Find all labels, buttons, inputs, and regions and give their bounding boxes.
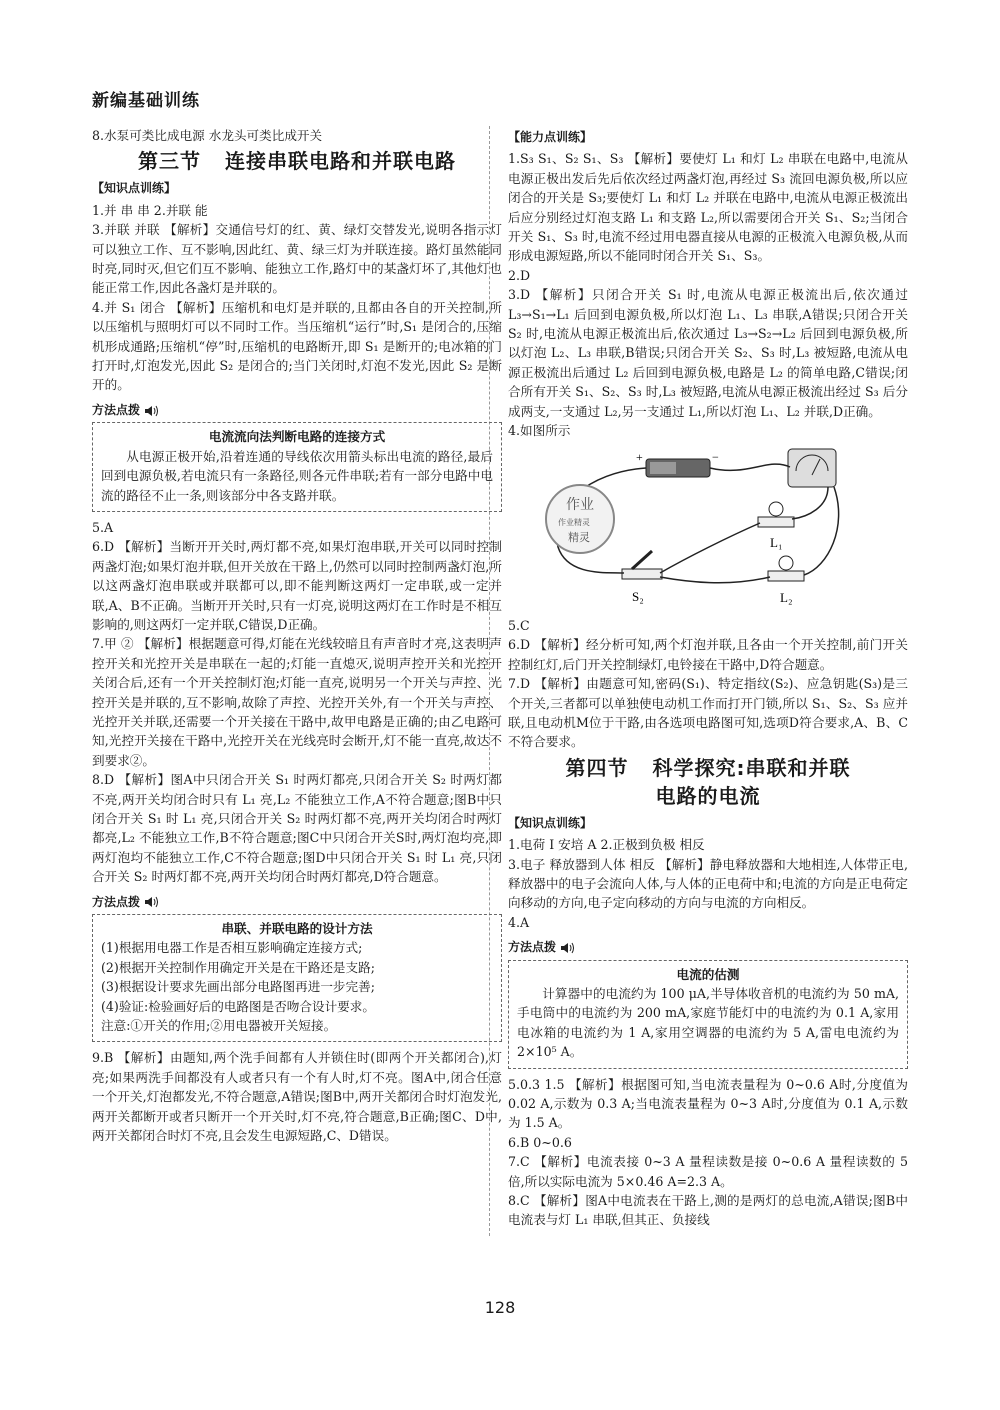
answer-item: 6.D 【解析】经分析可知,两个灯泡并联,且各由一个开关控制,前门开关控制红灯,后门开关控制绿灯,电铃接在干路中,D符合题意。	[508, 637, 908, 672]
method-title: 串联、并联电路的设计方法	[221, 921, 373, 937]
method-tip	[92, 401, 502, 512]
method-title: 电流的估测	[676, 966, 740, 982]
section-name-2: 电路的电流	[655, 783, 761, 808]
stamp-logo	[546, 485, 614, 553]
right-column	[508, 126, 908, 1230]
answer-item: 8.D 【解析】图A中只闭合开关 S₁ 时两灯都亮,只闭合开关 S₂ 时两灯都不亮,两开关均闭合时只有 L₁ 亮,L₂ 不能独立工作,A不符合题意;图B中只闭合开关 S₁ 时 L₁ 亮,只闭合开关 S₂ 时两灯都不亮,两开关均闭合时两灯都亮,L₂ 不能独立工作,B不符合题意;图C中只闭合开关S时,两灯泡均亮,即两灯泡均不能独立工作,C不符合题意;图D中只闭合开关 S₁ 时 L₁ 亮,只闭合开关 S₂ 时两灯都不亮,两开关均闭合时两灯都亮,D符合题意。	[92, 772, 502, 885]
method-body: 从电源正极开始,沿着连通的导线依次用箭头标出电流的路径,最后回到电源负极,若电流只有一条路径,则各元件串联;若有一部分电路中电流的路径不止一条,则该部分中各支路并联。	[101, 448, 493, 503]
method-tip	[508, 938, 908, 1068]
answer-item: 7.甲 ② 【解析】根据题意可得,灯能在光线较暗且有声音时才亮,这表明声控开关和光控开关是串联在一起的;灯能一直熄灭,说明声控开关和光控开关闭合后,还有一个开关控制灯泡;灯能一直亮,说明另一个开关与声控、光控开关是并联的,互不影响,故除了声控、光控开关外,有一个开关与声控、光控开关并联,还需要一个开关接在干路中,故甲电路是正确的;由乙电路可知,光控开关接在干路中,光控开关在光线亮时会断开,灯不能一直亮,故达不到要求②。	[92, 636, 502, 768]
answer-item: 4.A	[508, 914, 530, 930]
answer-item: 4.如图所示	[508, 423, 571, 439]
answer-item: 7.D 【解析】由题意可知,密码(S₁)、特定指纹(S₂)、应急钥匙(S₃)是三个开关,三者都可以单独使电动机工作而打开门锁,所以 S₁、S₂、S₃ 应并联,且电动机M位于干路,由各选项电路图可知,选项D符合要求,A、B、C不符合要求。	[508, 676, 908, 750]
answer-item: 5.A	[92, 519, 114, 535]
answer-item: 8.C 【解析】图A中电流表在干路上,测的是两灯的总电流,A错误;图B中电流表与灯 L₁ 串联,但其正、负接线	[508, 1193, 908, 1228]
speaker-icon	[560, 942, 574, 954]
method-label	[508, 938, 908, 957]
circuit-figure	[528, 447, 868, 607]
answer-item: 3.D 【解析】只闭合开关 S₁ 时,电流从电源正极流出后,依次通过 L₃→S₁→L₁ 后回到电源负极,所以灯泡 L₁、L₃ 串联,A错误;只闭合开关 S₂ 时,电流从电源正极流出后,依次通过 L₃→S₂→L₂ 后回到电源负极,所以灯泡 L₂、L₃ 串联,B错误;只闭合开关 S₂、S₃ 时,L₃ 被短路,电流从电源正极流出后通过 L₂ 后回到电源负极,电路是 L₂ 的简单电路,C错误;闭合所有开关 S₁、S₂、S₃ 时,L₃ 被短路,电流从电源正极流出经过 S₃ 后分成两支,一支通过 L₂,另一支通过 L₁,所以灯泡 L₁、L₂ 并联,D正确。	[508, 287, 908, 419]
answer-item: 1.电荷 I 安培 A 2.正极到负极 相反	[508, 837, 705, 853]
section-name: 科学探究:串联和并联	[652, 755, 851, 780]
svg-text:−: −	[712, 449, 719, 464]
answer-item: 1.S₃ S₁、S₂ S₁、S₃ 【解析】要使灯 L₁ 和灯 L₂ 串联在电路中,电流从电源正极出发后先后依次经过两盏灯泡,再经过 S₃ 流回电源负极,所以应闭合的开关是 S₃;要使灯 L₁ 和灯 L₂ 并联在电路中,电流从电源正极流出后应分别经过灯泡支路 L₁ 和支路 L₂,所以需要闭合开关 S₁、S₂;当闭合开关 S₁、S₃ 时,电流不经过用电器直接从电源的正极流入电源负极,从而形成电源短路,所以不能同时闭合开关 S₁、S₃。	[508, 151, 908, 264]
answer-item: 6.D 【解析】当断开开关时,两灯都不亮,如果灯泡串联,开关可以同时控制两盏灯泡;如果灯泡并联,但开关放在干路上,仍然可以同时控制两盏灯泡,所以这两盏灯泡串联或并联都可以,即不能判断这两灯一定串联,或一定并联,A、B不正确。当断开开关时,只有一灯亮,说明这两灯在工作时是不相互影响的,则这两灯一定并联,C错误,D正确。	[92, 539, 502, 632]
method-line: (4)验证:检验画好后的电路图是否吻合设计要求。	[101, 998, 375, 1014]
method-label-text: 方法点拨	[92, 894, 141, 909]
method-body: 计算器中的电流约为 100 μA,半导体收音机的电流约为 50 mA,手电筒中的电流约为 200 mA,家庭节能灯中的电流约为 0.1 A,家用电冰箱的电流约为 1 A,家用空调器的电流约为 5 A,雷电电流约为 2×10⁵ A。	[517, 986, 899, 1060]
svg-text:作业精灵: 作业精灵	[558, 517, 590, 527]
svg-text:+: +	[636, 449, 643, 464]
section-number: 第三节	[138, 149, 201, 174]
answer-item: 3.并联 并联 【解析】交通信号灯的红、黄、绿灯交替发光,说明各指示灯可以独立工作、互不影响,因此红、黄、绿三灯为并联连接。路灯虽然能同时亮,同时灭,但它们互不影响、能独立工作,路灯中的某盏灯坏了,其他灯也能正常工作,因此各盏灯是并联的。	[92, 222, 502, 296]
knowledge-tag: 【知识点训练】	[92, 181, 177, 196]
ability-tag: 【能力点训练】	[508, 130, 593, 144]
switch-s2	[622, 551, 662, 579]
bulb-l2	[768, 556, 804, 581]
method-label-text: 方法点拨	[92, 402, 141, 417]
knowledge-tag: 【知识点训练】	[508, 815, 593, 830]
method-title: 电流流向法判断电路的连接方式	[208, 429, 386, 445]
method-line: (1)根据用电器工作是否相互影响确定连接方式;	[101, 940, 363, 956]
answer-item: 5.C	[508, 617, 530, 633]
answer-item: 9.B 【解析】由题知,两个洗手间都有人并锁住时(即两个开关都闭合),灯亮;如果两洗手间都没有人或者只有一个有人时,灯不亮。图A中,闭合任意一个开关,灯泡都发光,不符合题意,A错误;图B中,两开关都闭合时灯泡发光,两开关都断开或者只断开一个开关时,灯不亮,符合题意,B正确;图C、D中,两开关都闭合时灯不亮,且会发生电源短路,C、D错误。	[92, 1050, 502, 1144]
method-label	[92, 401, 502, 420]
method-label	[92, 893, 502, 912]
method-box	[92, 422, 502, 512]
answer-item: 7.C 【解析】电流表接 0~3 A 量程读数是接 0~0.6 A 量程读数的 5 倍,所以实际电流为 5×0.46 A=2.3 A。	[508, 1154, 908, 1189]
answer-item: 1.并 串 串 2.并联 能	[92, 202, 208, 218]
method-line: 注意:①开关的作用;②用电器被开关短接。	[101, 1018, 337, 1034]
book-header: 新编基础训练	[92, 91, 200, 111]
method-box	[508, 960, 908, 1069]
method-label-text: 方法点拨	[508, 940, 557, 955]
answer-item: 3.电子 释放器到人体 相反 【解析】静电释放器和大地相连,人体带正电,释放器中的电子会流向人体,与人体的正电荷中和;电流的方向是正电荷定向移动的方向,电子定向移动的方向与电流的方向相反。	[508, 856, 908, 911]
answer-item: 8.水泵可类比成电源 水龙头可类比成开关	[92, 128, 323, 143]
label-l2: L₂	[780, 589, 793, 605]
answer-item: 6.B 0~0.6	[508, 1134, 572, 1150]
left-column	[92, 126, 502, 1146]
answer-item: 5.0.3 1.5 【解析】根据图可知,当电流表量程为 0~0.6 A时,分度值为 0.02 A,示数为 0.3 A;当电流表量程为 0~3 A时,分度值为 0.1 A,示数为 1.5 A。	[508, 1076, 908, 1131]
section-title	[92, 147, 502, 175]
method-line: (2)根据开关控制作用确定开关是在干路还是支路;	[101, 959, 375, 975]
section-name: 连接串联电路和并联电路	[225, 149, 456, 174]
answer-item: 4.并 S₁ 闭合 【解析】压缩机和电灯是并联的,且都由各自的开关控制,所以压缩机与照明灯可以不同时工作。当压缩机“运行”时,S₁ 是闭合的,压缩机形成通路;压缩机“停”时,压缩机的电路断开,即 S₁ 是断开的;电冰箱的门打开时,灯泡发光,因此 S₂ 是闭合的;当门关闭时,灯泡不发光,因此 S₂ 是断开的。	[92, 299, 502, 393]
svg-text:作业: 作业	[566, 497, 594, 513]
method-line: (3)根据设计要求先画出部分电路图再进一步完善;	[101, 979, 375, 995]
section-number: 第四节	[565, 755, 629, 780]
page-number: 128	[484, 1298, 516, 1317]
speaker-icon	[144, 405, 158, 417]
section-title	[508, 754, 908, 810]
method-box	[92, 914, 502, 1042]
label-s2: S₂	[632, 588, 644, 604]
svg-text:精灵: 精灵	[568, 531, 590, 544]
answer-item: 2.D	[508, 267, 531, 283]
speaker-icon	[144, 896, 158, 908]
label-l1: L₁	[770, 534, 783, 550]
bulb-l1	[758, 502, 794, 527]
method-tip	[92, 893, 502, 1043]
